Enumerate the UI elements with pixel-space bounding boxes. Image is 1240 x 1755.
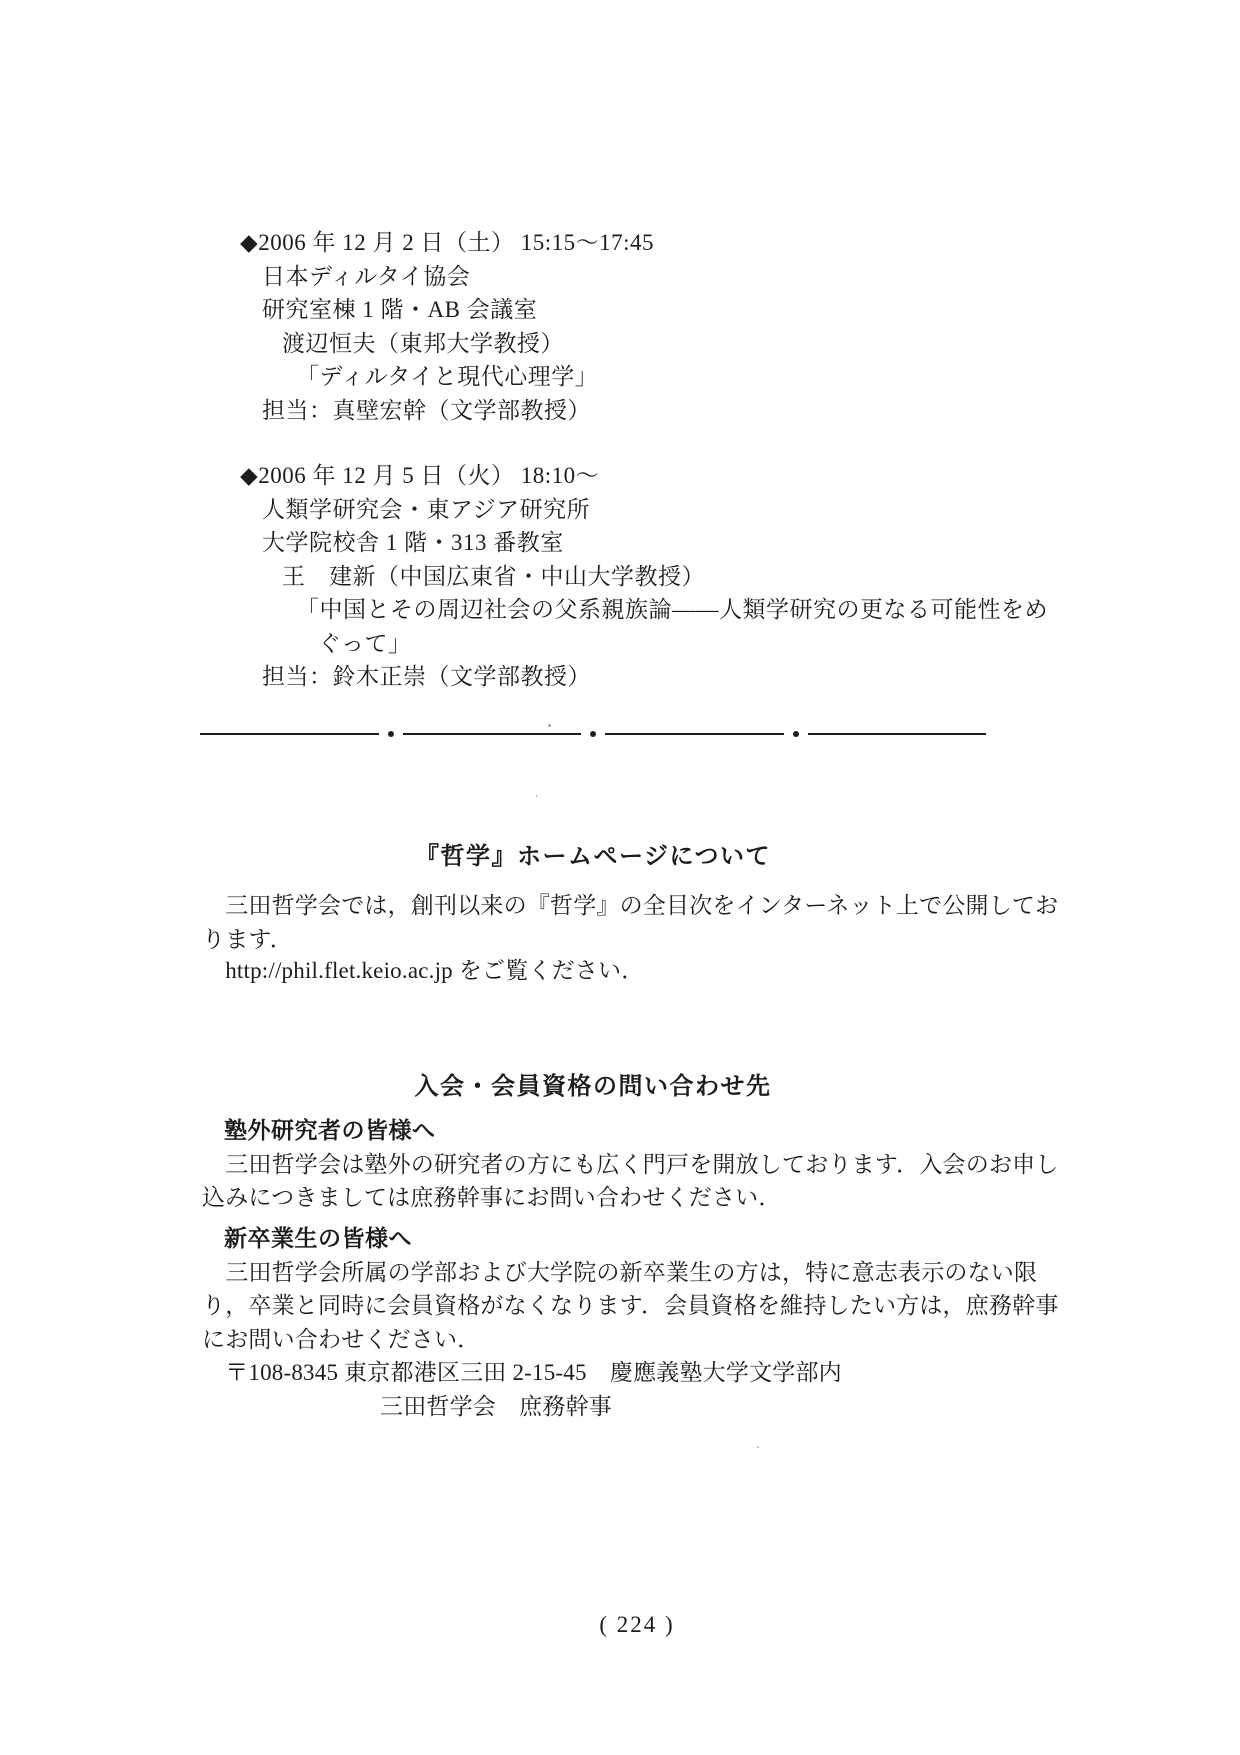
postal-address-line: 〒108-8345 東京都港区三田 2-15-45 慶應義塾大学文学部内 xyxy=(202,1360,842,1385)
homepage-body-line: ります． xyxy=(202,926,293,952)
subheading-new-graduates: 新卒業生の皆様へ xyxy=(224,1225,412,1251)
divider-dot xyxy=(590,731,596,737)
homepage-body-line: 三田哲学会では，創刊以来の『哲学』の全目次をインターネット上で公開してお xyxy=(202,893,1059,918)
event-contact-line: 担当：真壁宏幹（文学部教授） xyxy=(262,397,591,423)
divider-dot xyxy=(793,731,799,737)
homepage-section-title: 『哲学』ホームページについて xyxy=(414,843,772,870)
event-speaker-line: 王 建新（中国広東省・中山大学教授） xyxy=(282,563,705,589)
event-venue-line: 大学院校舎 1 階・313 番教室 xyxy=(262,530,564,555)
section-divider xyxy=(200,731,986,737)
event-organizer-line: 人類学研究会・東アジア研究所 xyxy=(262,496,591,522)
postal-address-recipient: 三田哲学会 庶務幹事 xyxy=(380,1393,612,1419)
membership-body-line: 三田哲学会は塾外の研究者の方にも広く門戸を開放しております．入会のお申し xyxy=(202,1151,1059,1177)
homepage-url-line: http://phil.flet.keio.ac.jp をご覧ください． xyxy=(202,958,645,983)
event-lecture-title-line: 「中国とその周辺社会の父系親族論――人類学研究の更なる可能性をめ xyxy=(296,597,1048,622)
event-date-line: ◆2006 年 12 月 2 日（土） 15:15～17:45 xyxy=(240,230,654,255)
event-announcement-1 xyxy=(200,226,1060,427)
event-announcement-2 xyxy=(200,459,1060,694)
membership-group-graduates xyxy=(202,1222,1059,1423)
membership-group-external xyxy=(202,1114,1059,1215)
event-venue-line: 研究室棟 1 階・AB 会議室 xyxy=(262,297,538,322)
membership-body-line: り，卒業と同時に会員資格がなくなります．会員資格を維持したい方は，庶務幹事 xyxy=(202,1293,1059,1318)
scan-speck xyxy=(536,795,538,797)
membership-body-line: にお問い合わせください． xyxy=(202,1326,481,1352)
event-speaker-line: 渡辺恒夫（東邦大学教授） xyxy=(282,330,564,356)
event-date-line: ◆2006 年 12 月 5 日（火） 18:10～ xyxy=(240,463,600,488)
page-number: ( 224 ) xyxy=(599,1612,675,1637)
event-lecture-title-line: 「ディルタイと現代心理学」 xyxy=(296,364,599,389)
scan-speck xyxy=(757,1446,759,1448)
membership-body-line: 三田哲学会所属の学部および大学院の新卒業生の方は，特に意志表示のない限 xyxy=(202,1259,1038,1285)
event-lecture-title-continuation: ぐって」 xyxy=(318,630,412,656)
event-contact-line: 担当：鈴木正崇（文学部教授） xyxy=(262,664,591,689)
event-organizer-line: 日本ディルタイ協会 xyxy=(262,263,471,289)
divider-line-segment xyxy=(605,733,784,735)
divider-dot xyxy=(388,731,394,737)
homepage-section-body xyxy=(202,889,1059,986)
divider-line-segment xyxy=(403,733,582,735)
divider-line-segment xyxy=(200,733,379,735)
membership-body-line: 込みにつきましては庶務幹事にお問い合わせください． xyxy=(202,1185,782,1210)
membership-section-title: 入会・会員資格の問い合わせ先 xyxy=(414,1073,772,1100)
divider-line-segment xyxy=(808,733,987,735)
subheading-external-researchers: 塾外研究者の皆様へ xyxy=(224,1117,436,1143)
scan-speck xyxy=(548,724,551,727)
